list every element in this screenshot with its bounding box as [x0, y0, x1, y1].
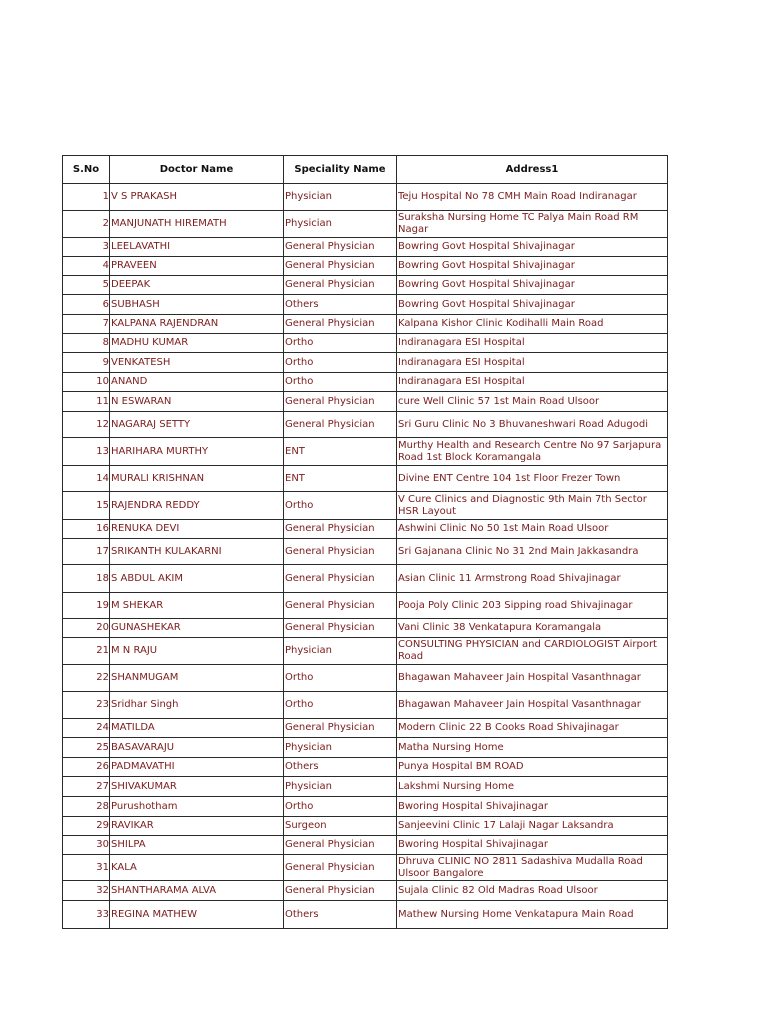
table-row — [63, 466, 668, 492]
cell-sno: 29 — [63, 817, 110, 836]
cell-doctor-name: S ABDUL AKIM — [110, 565, 284, 593]
table-row — [63, 373, 668, 392]
cell-sno: 18 — [63, 565, 110, 593]
cell-sno: 20 — [63, 619, 110, 638]
cell-speciality: General Physician — [284, 238, 397, 257]
cell-address: Bowring Govt Hospital Shivajinagar — [397, 295, 668, 315]
cell-speciality: General Physician — [284, 881, 397, 901]
table-row — [63, 392, 668, 412]
table-row — [63, 520, 668, 539]
cell-address: Bworing Hospital Shivajinagar — [397, 836, 668, 855]
table-row — [63, 901, 668, 929]
cell-doctor-name: V S PRAKASH — [110, 184, 284, 211]
cell-sno: 30 — [63, 836, 110, 855]
table-row — [63, 211, 668, 238]
cell-address: Asian Clinic 11 Armstrong Road Shivajinagar — [397, 565, 668, 593]
cell-speciality: Others — [284, 758, 397, 777]
cell-sno: 19 — [63, 593, 110, 619]
cell-address: Sri Guru Clinic No 3 Bhuvaneshwari Road Adugodi — [397, 412, 668, 438]
table-row — [63, 565, 668, 593]
cell-doctor-name: MADHU KUMAR — [110, 334, 284, 353]
cell-address: Indiranagara ESI Hospital — [397, 334, 668, 353]
table-row — [63, 276, 668, 295]
cell-speciality: Ortho — [284, 665, 397, 692]
cell-speciality: General Physician — [284, 593, 397, 619]
table-row — [63, 619, 668, 638]
cell-speciality: Ortho — [284, 492, 397, 520]
cell-sno: 31 — [63, 855, 110, 881]
cell-sno: 1 — [63, 184, 110, 211]
cell-sno: 33 — [63, 901, 110, 929]
cell-speciality: ENT — [284, 438, 397, 466]
cell-speciality: Ortho — [284, 692, 397, 719]
cell-speciality: General Physician — [284, 565, 397, 593]
cell-address: Bhagawan Mahaveer Jain Hospital Vasanthnagar — [397, 692, 668, 719]
cell-address: Sanjeevini Clinic 17 Lalaji Nagar Laksandra — [397, 817, 668, 836]
cell-speciality: General Physician — [284, 315, 397, 334]
cell-speciality: General Physician — [284, 719, 397, 738]
cell-doctor-name: PADMAVATHI — [110, 758, 284, 777]
table-row — [63, 692, 668, 719]
cell-sno: 17 — [63, 539, 110, 565]
cell-doctor-name: RAJENDRA REDDY — [110, 492, 284, 520]
table-row — [63, 438, 668, 466]
header-sno: S.No — [63, 156, 110, 184]
cell-address: Murthy Health and Research Centre No 97 Sarjapura Road 1st Block Koramangala — [397, 438, 668, 466]
cell-address: Teju Hospital No 78 CMH Main Road Indiranagar — [397, 184, 668, 211]
cell-address: Suraksha Nursing Home TC Palya Main Road RM Nagar — [397, 211, 668, 238]
table-row — [63, 238, 668, 257]
table-row — [63, 797, 668, 817]
cell-sno: 15 — [63, 492, 110, 520]
table-row — [63, 638, 668, 665]
cell-speciality: Physician — [284, 738, 397, 758]
table-row — [63, 184, 668, 211]
cell-doctor-name: MANJUNATH HIREMATH — [110, 211, 284, 238]
table-row — [63, 855, 668, 881]
cell-doctor-name: SHIVAKUMAR — [110, 777, 284, 797]
cell-doctor-name: Purushotham — [110, 797, 284, 817]
cell-address: Bowring Govt Hospital Shivajinagar — [397, 238, 668, 257]
cell-sno: 22 — [63, 665, 110, 692]
cell-address: Sujala Clinic 82 Old Madras Road Ulsoor — [397, 881, 668, 901]
cell-sno: 21 — [63, 638, 110, 665]
cell-sno: 23 — [63, 692, 110, 719]
cell-speciality: General Physician — [284, 257, 397, 276]
cell-doctor-name: SHANTHARAMA ALVA — [110, 881, 284, 901]
cell-sno: 26 — [63, 758, 110, 777]
cell-doctor-name: M SHEKAR — [110, 593, 284, 619]
cell-address: Bworing Hospital Shivajinagar — [397, 797, 668, 817]
cell-address: V Cure Clinics and Diagnostic 9th Main 7th Sector HSR Layout — [397, 492, 668, 520]
cell-speciality: Ortho — [284, 373, 397, 392]
cell-doctor-name: REGINA MATHEW — [110, 901, 284, 929]
cell-speciality: ENT — [284, 466, 397, 492]
cell-speciality: Physician — [284, 777, 397, 797]
cell-sno: 27 — [63, 777, 110, 797]
cell-address: Pooja Poly Clinic 203 Sipping road Shivajinagar — [397, 593, 668, 619]
cell-sno: 28 — [63, 797, 110, 817]
header-speciality: Speciality Name — [284, 156, 397, 184]
cell-speciality: Others — [284, 295, 397, 315]
cell-sno: 6 — [63, 295, 110, 315]
cell-sno: 16 — [63, 520, 110, 539]
cell-speciality: Physician — [284, 184, 397, 211]
cell-speciality: Ortho — [284, 797, 397, 817]
cell-speciality: Others — [284, 901, 397, 929]
header-row — [63, 156, 668, 184]
cell-doctor-name: N ESWARAN — [110, 392, 284, 412]
cell-address: CONSULTING PHYSICIAN and CARDIOLOGIST Airport Road — [397, 638, 668, 665]
cell-address: Bowring Govt Hospital Shivajinagar — [397, 276, 668, 295]
cell-doctor-name: MATILDA — [110, 719, 284, 738]
cell-address: Matha Nursing Home — [397, 738, 668, 758]
cell-doctor-name: SRIKANTH KULAKARNI — [110, 539, 284, 565]
cell-speciality: General Physician — [284, 836, 397, 855]
table-body — [63, 184, 668, 929]
cell-sno: 11 — [63, 392, 110, 412]
cell-sno: 25 — [63, 738, 110, 758]
cell-doctor-name: HARIHARA MURTHY — [110, 438, 284, 466]
table-row — [63, 492, 668, 520]
table-row — [63, 295, 668, 315]
cell-doctor-name: PRAVEEN — [110, 257, 284, 276]
cell-address: Punya Hospital BM ROAD — [397, 758, 668, 777]
table-row — [63, 665, 668, 692]
cell-address: Dhruva CLINIC NO 2811 Sadashiva Mudalla Road Ulsoor Bangalore — [397, 855, 668, 881]
header-address: Address1 — [397, 156, 668, 184]
cell-address: Vani Clinic 38 Venkatapura Koramangala — [397, 619, 668, 638]
table-row — [63, 719, 668, 738]
table-row — [63, 817, 668, 836]
cell-address: Indiranagara ESI Hospital — [397, 353, 668, 373]
cell-sno: 10 — [63, 373, 110, 392]
cell-sno: 14 — [63, 466, 110, 492]
cell-doctor-name: GUNASHEKAR — [110, 619, 284, 638]
cell-sno: 3 — [63, 238, 110, 257]
table-row — [63, 315, 668, 334]
cell-speciality: General Physician — [284, 539, 397, 565]
cell-doctor-name: KALA — [110, 855, 284, 881]
cell-speciality: General Physician — [284, 520, 397, 539]
header-doctor-name: Doctor Name — [110, 156, 284, 184]
cell-address: Indiranagara ESI Hospital — [397, 373, 668, 392]
cell-speciality: General Physician — [284, 276, 397, 295]
cell-sno: 5 — [63, 276, 110, 295]
cell-doctor-name: NAGARAJ SETTY — [110, 412, 284, 438]
cell-address: Bhagawan Mahaveer Jain Hospital Vasanthnagar — [397, 665, 668, 692]
cell-address: Kalpana Kishor Clinic Kodihalli Main Road — [397, 315, 668, 334]
cell-speciality: General Physician — [284, 412, 397, 438]
cell-sno: 12 — [63, 412, 110, 438]
table-row — [63, 836, 668, 855]
cell-doctor-name: LEELAVATHI — [110, 238, 284, 257]
cell-doctor-name: SHANMUGAM — [110, 665, 284, 692]
table-row — [63, 257, 668, 276]
cell-address: Divine ENT Centre 104 1st Floor Frezer Town — [397, 466, 668, 492]
cell-sno: 32 — [63, 881, 110, 901]
doctors-table — [62, 155, 668, 929]
table-row — [63, 353, 668, 373]
cell-speciality: General Physician — [284, 855, 397, 881]
cell-sno: 8 — [63, 334, 110, 353]
cell-speciality: Ortho — [284, 334, 397, 353]
cell-doctor-name: RENUKA DEVI — [110, 520, 284, 539]
cell-doctor-name: SHILPA — [110, 836, 284, 855]
cell-address: Modern Clinic 22 B Cooks Road Shivajinagar — [397, 719, 668, 738]
cell-address: Sri Gajanana Clinic No 31 2nd Main Jakkasandra — [397, 539, 668, 565]
cell-sno: 7 — [63, 315, 110, 334]
table-row — [63, 738, 668, 758]
cell-doctor-name: BASAVARAJU — [110, 738, 284, 758]
cell-sno: 9 — [63, 353, 110, 373]
cell-speciality: General Physician — [284, 619, 397, 638]
table-row — [63, 412, 668, 438]
table-row — [63, 881, 668, 901]
table-row — [63, 334, 668, 353]
cell-speciality: Physician — [284, 211, 397, 238]
table-row — [63, 777, 668, 797]
cell-doctor-name: M N RAJU — [110, 638, 284, 665]
cell-sno: 13 — [63, 438, 110, 466]
cell-doctor-name: ANAND — [110, 373, 284, 392]
cell-address: Ashwini Clinic No 50 1st Main Road Ulsoor — [397, 520, 668, 539]
cell-sno: 24 — [63, 719, 110, 738]
cell-speciality: General Physician — [284, 392, 397, 412]
cell-sno: 2 — [63, 211, 110, 238]
cell-doctor-name: Sridhar Singh — [110, 692, 284, 719]
cell-doctor-name: RAVIKAR — [110, 817, 284, 836]
cell-address: Bowring Govt Hospital Shivajinagar — [397, 257, 668, 276]
cell-speciality: Surgeon — [284, 817, 397, 836]
cell-doctor-name: SUBHASH — [110, 295, 284, 315]
cell-speciality: Ortho — [284, 353, 397, 373]
table-row — [63, 539, 668, 565]
cell-speciality: Physician — [284, 638, 397, 665]
cell-doctor-name: VENKATESH — [110, 353, 284, 373]
table-row — [63, 758, 668, 777]
cell-address: Lakshmi Nursing Home — [397, 777, 668, 797]
cell-sno: 4 — [63, 257, 110, 276]
cell-doctor-name: MURALI KRISHNAN — [110, 466, 284, 492]
cell-doctor-name: DEEPAK — [110, 276, 284, 295]
table-row — [63, 593, 668, 619]
cell-doctor-name: KALPANA RAJENDRAN — [110, 315, 284, 334]
cell-address: cure Well Clinic 57 1st Main Road Ulsoor — [397, 392, 668, 412]
cell-address: Mathew Nursing Home Venkatapura Main Road — [397, 901, 668, 929]
